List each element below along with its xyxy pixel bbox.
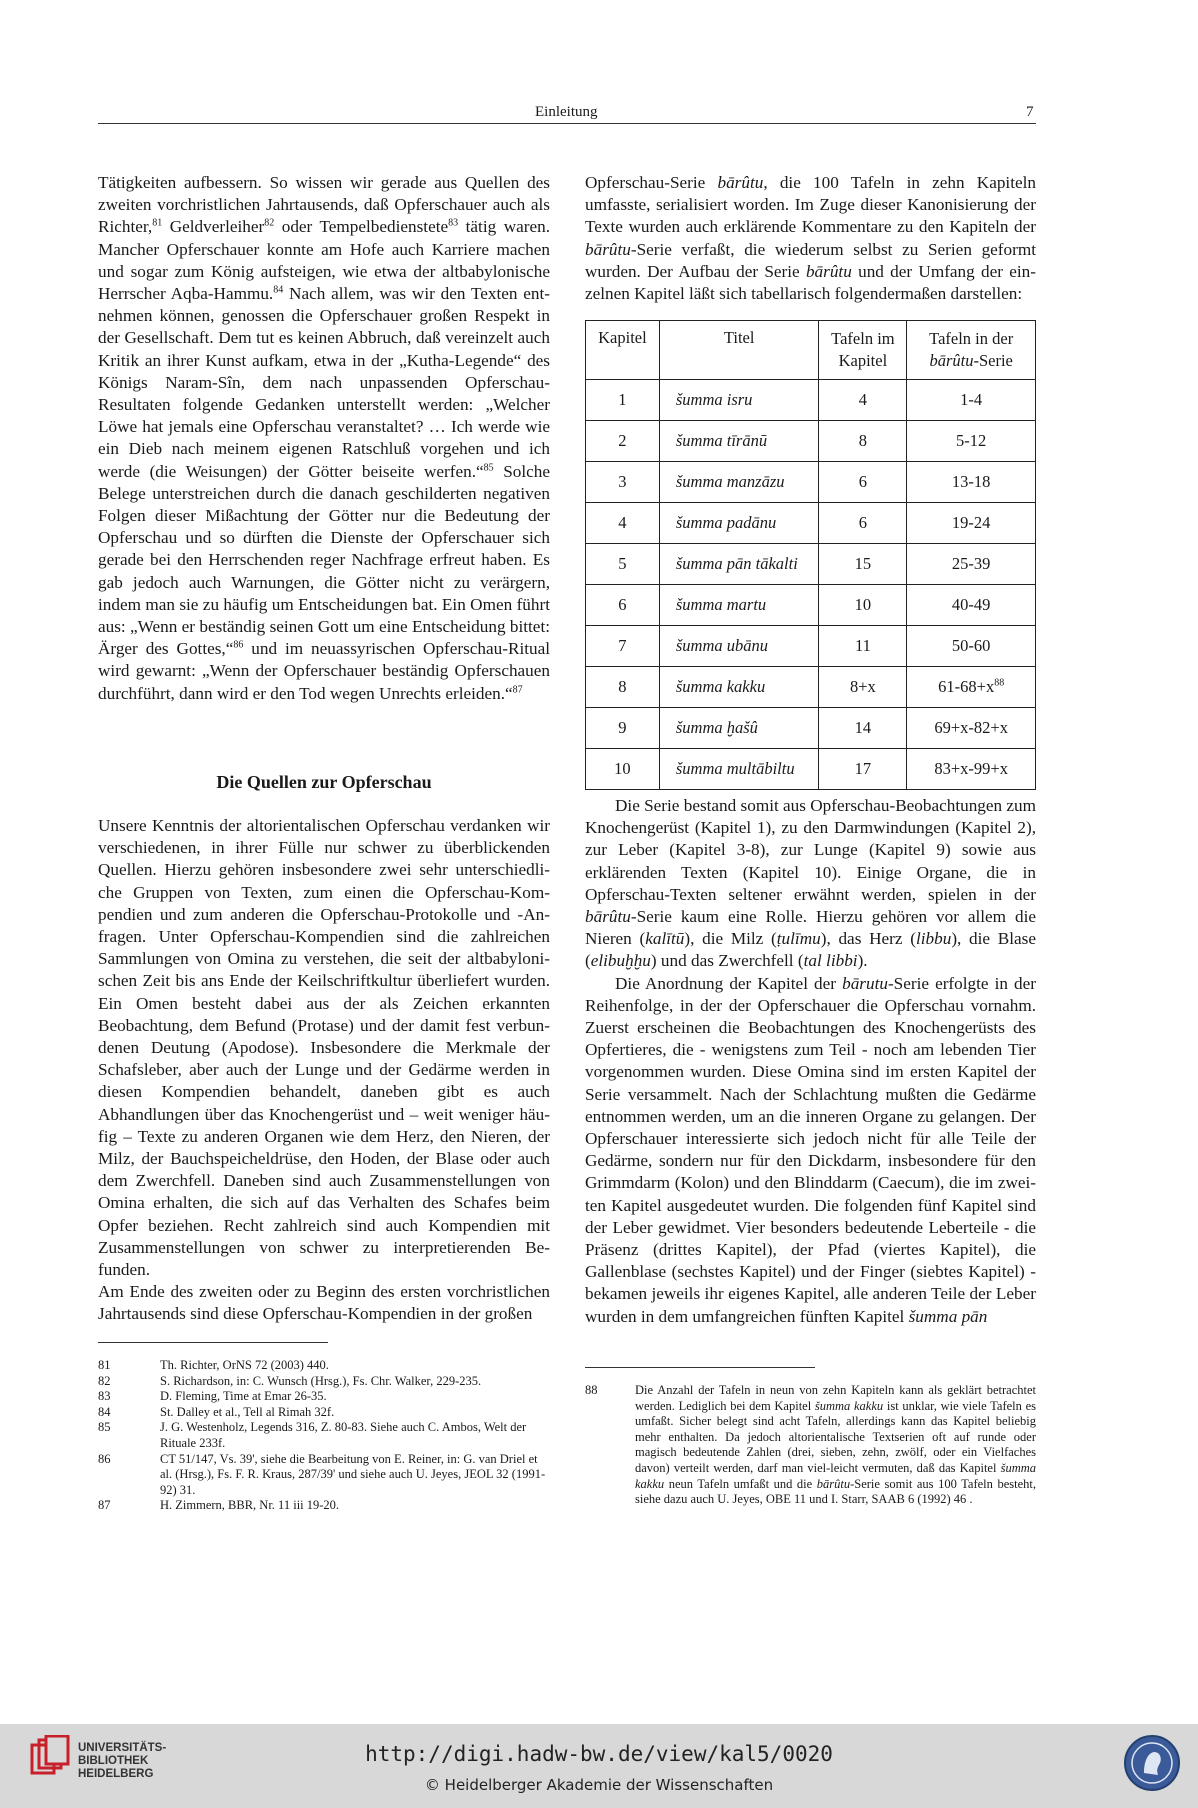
left-column-section: [98, 815, 550, 1326]
footer-bar: [0, 1724, 1198, 1808]
col-header-tafeln-in-serie: Tafeln in der bārûtu-Serie: [907, 321, 1036, 380]
footnotes-left: [98, 1358, 550, 1514]
footnote-88: 88 Die Anzahl der Tafeln in neun von zehn Kapiteln kann als geklärt betrachtet werden. Lediglich bei dem Kapitel šumma kakku ist unklar, wie viele Tafeln es umfaßt. Sicher belegt sind acht Tafeln, allerdings kann das Kapitel beliebig mehr enthalten. Da jedoch altorientalische Textserien oft auf runde oder magisch bedeutende Zahlen (drei, sieben, zehn, zwölf, oder ein Vielfaches davon) verteilt werden, darf man viel-leicht vermuten, daß das Kapitel šumma kakku neun Tafeln umfaßt und die bārûtu-Serie somit aus 100 Tafeln besteht, siehe dazu auch U. Jeyes, OBE 11 und I. Starr, SAAB 6 (1992) 46 .: [585, 1383, 1036, 1507]
right-paragraph-3: Die Anordnung der Kapitel der bārutu-Serie erfolgte in der Reihenfolge, in der der Opferschauer die Opferschau vornahm. Zuerst erscheinen die Beobachtungen des Knochengerüsts des Opfertieres, die - wenigstens zum Teil - noch am lebenden Tier vorgenommen wurden. Diese Omina sind im ersten Kapitel der Serie versammelt. Nach der Schlachtung mußten die Gedärme entnommen werden, um an die inneren Organe zu gelangen. Der Opferschauer interessierte sich jedoch nicht für alle Teile der Gedärme, sondern nur für den Dickdarm, insbesondere für den Grimmdarm (Kolon) und den Blinddarm (Caecum), die im zwei-ten Kapitel ausgedeutet wurden. Die folgenden fünf Kapitel sind der Leber gewidmet. Vier besonders bedeutende Leberteile - die Präsenz (drittes Kapitel), der Pfad (viertes Kapitel), die Gallenblase (sechstes Kapitel) und der Finger (siebtes Kapitel) - bekamen jeweils ihr eigenes Kapitel, alle anderen Teile der Leber wurden in dem umfangreichen fünften Kapitel šumma pān: [585, 973, 1037, 1326]
footnotes-right: [585, 1383, 1036, 1508]
table-row: 8 šumma kakku 8+x $61-68+x^{88}$: [586, 667, 1036, 708]
table-row: 5 šumma pān tākalti 15 25-39: [586, 544, 1036, 585]
university-library-name: UNIVERSITÄTS- BIBLIOTHEK HEIDELBERG: [78, 1742, 167, 1780]
table-row: 1 šumma isru 4 1-4: [586, 380, 1036, 421]
col-header-titel: Titel: [659, 321, 819, 380]
footnote-ref-82[interactable]: 82: [264, 217, 275, 229]
copyright-notice: © Heidelberger Akademie der Wissenschaften: [424, 1776, 774, 1794]
right-paragraph-2: Die Serie bestand somit aus Opferschau-Beobachtungen zum Knochengerüst (Kapitel 1), zu den Darmwindungen (Kapitel 2), zur Leber (Kapitel 3-8), zur Lunge (Kapitel 9) sowie aus erklärenden Texten (Kapitel 10). Einige Organe, die in Opferschau-Texten seltener erwähnt werden, spielen in der bārûtu-Serie kaum eine Rolle. Hierzu gehören vor allem die Nieren (kalītū), die Milz (ṭulīmu), das Herz (libbu), die Blase (elibuḫḫu) und das Zwerchfell (tal libbi).: [585, 796, 1036, 971]
footnote-84: 84 St. Dalley et al., Tell al Rimah 32f.: [98, 1404, 335, 1419]
table-row: 2 šumma tīrānū 8 5-12: [586, 421, 1036, 462]
footnote-81: 81 Th. Richter, OrNS 72 (2003) 440.: [98, 1358, 329, 1372]
left-paragraph-2: Unsere Kenntnis der altorientalischen Opferschau verdanken wir verschiedenen, in ihrer Fülle nur schwer zu überblickenden Quellen. Hierzu gehören insbesondere zwei sehr unterschiedli-che Gruppen von Texten, zum einen die Opferschau-Kom-pendien und zum anderen die Opferschau-Protokolle und -An-fragen. Unter Opferschau-Kompendien sind die zahlreichen Sammlungen von Omina zu verstehen, die seit der altbabyloni-schen Zeit bis ans Ende der Keilschriftkultur überliefert wurden. Ein Omen besteht dabei aus der als Zeichen erkannten Beobachtung, dem Befund (Protase) und der damit fest verbun-denen Deutung (Apodose). Insbesondere die Merkmale der Schafsleber, aber auch der Lunge und der Gedärme werden in diesen Kompendien behandelt, daneben gibt es auch Abhandlungen über das Knochengerüst und – weit weniger häu-fig – Texte zu anderen Organen wie dem Herz, den Nieren, der Milz, der Bauchspeicheldrüse, den Hoden, der Blase oder auch dem Zwerchfell. Daneben sind auch Zusammenstellungen von Omina erhalten, die sich auf das Verhalten des Schafes beim Opfer beziehen. Recht zahlreich sind auch Kompendien mit Zusammenstellungen von schwer zu interpretierenden Be-funden.: [98, 816, 550, 1280]
left-column: [98, 172, 550, 705]
table-header-row: [586, 321, 1036, 380]
table-row: 10 šumma multābiltu 17 83+x-99+x: [586, 749, 1036, 790]
section-heading: Die Quellen zur Opferschau: [216, 772, 432, 792]
right-column-text: [585, 795, 1036, 1328]
footnote-86: 86 CT 51/147, Vs. 39', siehe die Bearbeitung von E. Reiner, in: G. van Driel et al. (Hrsg.), Fs. F. R. Kraus, 287/39' und siehe auch U. Jeyes, JEOL 32 (1991-92) 31.: [98, 1451, 546, 1497]
table-row: 3 šumma manzāzu 6 13-18: [586, 462, 1036, 503]
table-row: 9 šumma ḫašû 14 69+x-82+x: [586, 708, 1036, 749]
footnote-ref-87[interactable]: 87: [512, 683, 523, 695]
footnote-82: 82 S. Richardson, in: C. Wunsch (Hrsg.), Fs. Chr. Walker, 229-235.: [98, 1373, 482, 1388]
chapter-table: [585, 320, 1036, 790]
footnote-83: 83 D. Fleming, Time at Emar 26-35.: [98, 1389, 327, 1404]
footnote-85: 85 J. G. Westenholz, Legends 316, Z. 80-83. Siehe auch C. Ambos, Welt der Rituale 233f.: [98, 1420, 527, 1450]
footnote-87: 87 H. Zimmern, BBR, Nr. 11 iii 19-20.: [98, 1498, 340, 1513]
col-header-tafeln-im-kapitel: Tafeln im Kapitel: [819, 321, 907, 380]
footnote-rule-left: [98, 1342, 328, 1343]
left-paragraph-3: Am Ende des zweiten oder zu Beginn des ersten vorchristlichen Jahrtausends sind diese Opferschau-Kompendien in der großen: [98, 1282, 550, 1324]
footnote-ref-88[interactable]: 88: [994, 677, 1005, 689]
academy-seal-icon: [1122, 1733, 1182, 1793]
footnote-ref-81[interactable]: 81: [152, 217, 163, 229]
table-row: 4 šumma padānu 6 19-24: [586, 503, 1036, 544]
running-head: Einleitung: [535, 104, 598, 120]
col-header-kapitel: Kapitel: [586, 321, 660, 380]
right-paragraph-1: Opferschau-Serie bārûtu, die 100 Tafeln in zehn Kapiteln umfasste, serialisiert worden. Im Zuge dieser Kanonisierung der Texte wurden auch erklärende Kommentare zu den Kapiteln der bārûtu-Serie verfaßt, die wiederum selbst zu Serien geformt wurden. Der Aufbau der Serie bārûtu und der Umfang der ein-zelnen Kapitel läßt sich tabellarisch folgendermaßen darstellen:: [585, 173, 1036, 304]
header-rule: [98, 123, 1036, 124]
source-url-link[interactable]: http://digi.hadw-bw.de/view/kal5/0020: [365, 1742, 833, 1766]
footnote-rule-right: [585, 1367, 815, 1368]
footnote-ref-84[interactable]: 84: [273, 284, 284, 296]
table-row: 6 šumma martu 10 40-49: [586, 585, 1036, 626]
table-row: 7 šumma ubānu 11 50-60: [586, 626, 1036, 667]
footnote-ref-86[interactable]: 86: [233, 639, 244, 651]
right-column-intro: [585, 172, 1036, 305]
page-number: 7: [1026, 104, 1034, 120]
footnote-ref-85[interactable]: 85: [483, 461, 494, 473]
footnote-ref-83[interactable]: 83: [448, 217, 459, 229]
left-paragraph-1: Tätigkeiten aufbessern. So wissen wir gerade aus Quellen des zweiten vorchristlichen Jahrtausends, daß Opferschauer auch als Richter,$^{81}$ Geldverleiher$^{82}$ oder Tempelbedienstete$^{83}$ tätig waren. Mancher Opferschauer konnte am Hofe auch Karriere machen und sogar zum König aufsteigen, wie etwa der altbabylonische Herrscher Aqba-Hammu.$^{84}$ Nach allem, was wir den Texten ent-nehmen können, genossen die Opferschauer großen Respekt in der Gesellschaft. Dem tut es keinen Abbruch, daß vereinzelt auch Kritik an ihrer Kunst aufkam, etwa in der „Kutha-Legende“ des Königs Naram-Sîn, dem nach unpassenden Opferschau-Resultaten folgende Gedanken unterstellt werden: „Welcher Löwe hat jemals eine Opferschau veranstaltet? … Ich werde wie ein Dieb nach meinem eigenen Ratschluß vorgehen und ich werde (die Weisungen) der Götter beiseite werfen.“$^{85}$ Solche Belege unterstreichen durch die danach geschilderten negativen Folgen dieser Mißachtung der Götter nur die Bedeutung der Opferschau und so dürften die Dienste der Opferschauer sich gerade bei den Herrschenden reger Nachfrage erfreut haben. Es gab jedoch auch Warnungen, die Götter nicht zu verärgern, indem man sie zu häufig um Entscheidungen bat. Ein Omen führt aus: „Wenn er beständig seinen Gott um eine Entscheidung bittet: Ärger des Gottes,“$^{86}$ und im neuassyrischen Opferschau-Ritual wird gewarnt: „Wenn der Opferschauer beständig Opferschauen durchführt, dann wird er den Tod wegen Unrechts erleiden.“$^{87}$: [98, 173, 550, 703]
